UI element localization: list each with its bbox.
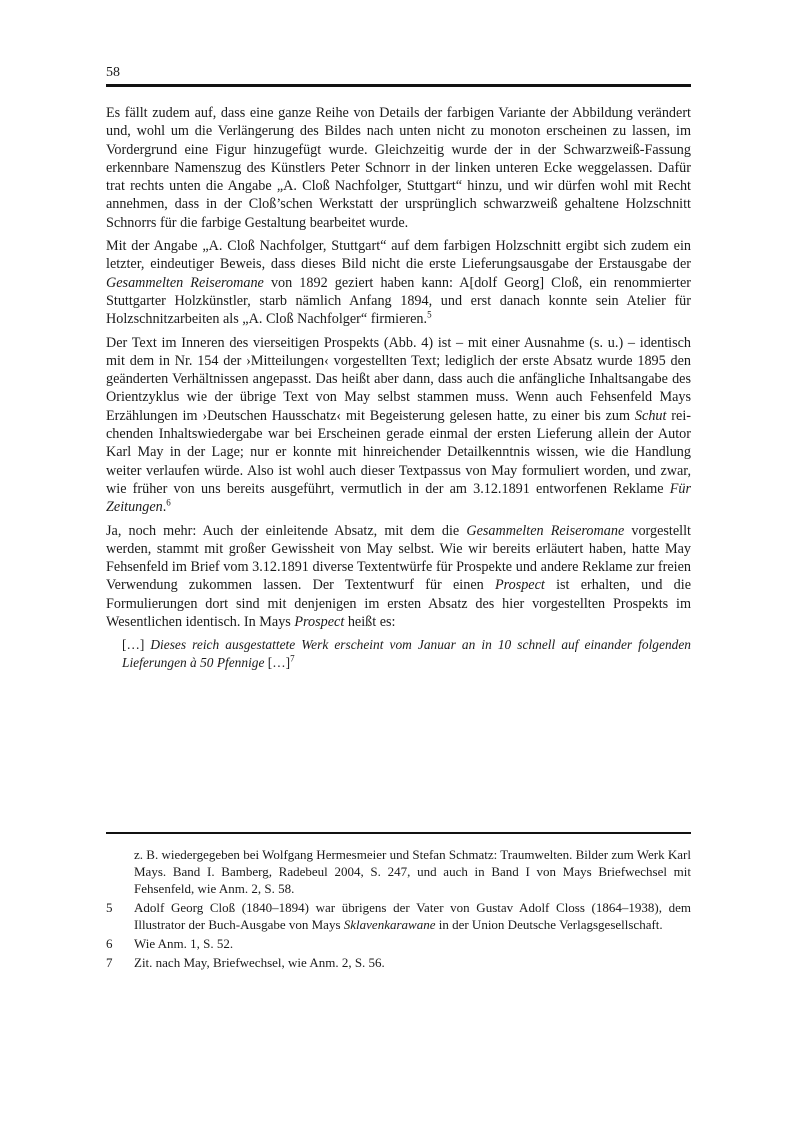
footnote-7-number: 7 [106, 955, 113, 970]
footnote-7-text: Zit. nach May, Briefwechsel, wie Anm. 2, S. 56. [134, 955, 385, 970]
footnote-6-number: 6 [106, 936, 113, 951]
paragraph-4 [106, 522, 691, 632]
title-prospect: Prospect [494, 577, 545, 594]
paragraph-4-text-g: heißt es: [344, 614, 396, 631]
paragraph-3-text-a: Der Text im Inneren des vierseitigen Prospekts (Abb. 4) ist – mit einer Ausnahme (s. u.) – identisch mit dem in Nr. 154 der ›Mitteilungen‹ vorgestellten Text; lediglich der erste Absatz wurde 1895 den geänderten Verhältnissen angepasst. Das heißt aber dann, dass auch die anfängliche Inhaltsangabe des Orientzyklus wie der übrige Text von May selbst stammen muss. Wenn auch Fehsenfeld Mays Erzählungen im ›Deutschen Hausschatz‹ mit Begeisterung gelesen hatte, zu einer bis zum [106, 334, 691, 424]
footnote-5-text-c: in der Union Deutsche Verlagsgesellschaft. [435, 917, 663, 932]
paragraph-1: Es fällt zudem auf, dass eine ganze Reihe von Details der farbigen Variante der Abbildung verändert und, wohl um die Verlängerung des Bildes nach unten nicht zu monoton erscheinen zu lassen, im Vordergrund eine Figur hinzugefügt wurde. Gleichzeitig wurde der in der Schwarzweiß-Fassung erkennbare Namenszug des Künstlers Peter Schnorr in der linken unteren Ecke weggelassen. Dafür trat rechts unten die Angabe „A. Cloß Nachfolger, Stuttgart“ hinzu, und wir dürfen wohl mit Recht annehmen, dass in der Cloß’schen Werkstatt der ursprünglich schwarzweiß gehaltene Holzschnitt Schnorrs für die farbige Gestaltung bearbeitet wurde. [106, 105, 691, 231]
paragraph-3-text-e: . [162, 499, 167, 516]
title-sklavenkarawane: Sklavenkarawane [343, 917, 436, 932]
paragraph-4-text-e: ist erhalten, und die Formulierungen dort sind mit denjenigen im ersten Absatz des hier vorgestellten Prospekts im Wesentlichen identisch. In Mays [106, 577, 691, 631]
footnote-continuation-text: z. B. wiedergegeben bei Wolfgang Hermesmeier und Stefan Schmatz: Traumwelten. Bilder zum Werk Karl Mays. Band I. Bamberg, Radebeul 2004, S. 247, und auch in Band I von Mays Briefwechsel mit Fehsenfeld, wie Anm. 2, S. 58. [134, 847, 691, 896]
paragraph-3 [106, 334, 691, 517]
page-number: 58 [106, 65, 120, 80]
paragraph-2 [106, 237, 691, 328]
footnote-7 [106, 954, 691, 971]
footnote-6 [106, 935, 691, 952]
title-fuer-zeitungen: Für Zeitungen [106, 480, 691, 516]
paragraph-3-text-c: reichenden Inhaltswiedergabe war bei Erscheinen gerade einmal der ersten Lieferung allein der Autor Karl May in der Lage; nur er konnte mit hinreichender Detailkenntnis wissen, wie die Handlung weiter verlaufen würde. Also ist wohl auch dieser Textpassus von May formuliert worden, und zwar, wie früher von uns bereits ausgeführt, vermutlich in der am 3.12.1891 entworfenen Reklame [106, 407, 691, 497]
footnotes [106, 846, 691, 973]
book-title-gesammelte-reiseromane: Gesammelten Reiseromane [106, 274, 264, 291]
title-prospect-2: Prospect [294, 614, 345, 631]
quote-text: Dieses reich ausgestattete Werk erscheint vom Januar an in 10 schnell auf einander folgenden Lieferungen à 50 Pfennige [122, 637, 691, 670]
body-text [106, 104, 691, 671]
footnote-ref-5[interactable]: 5 [427, 309, 432, 320]
footnote-ref-6[interactable]: 6 [166, 497, 171, 508]
block-quote [122, 636, 691, 670]
quote-ellipsis-close: […] [264, 654, 291, 670]
title-schut: Schut [634, 407, 667, 424]
footnote-rule [106, 832, 691, 834]
paragraph-4-text-c: vorgestellt werden, stammt mit großer Gewissheit von May selbst. Wie wir bereits erläutert haben, hatte May Fehsenfeld im Brief vom 3.12.1891 diverse Textentwürfe für Prospekte und andere Reklame zur freien Verwendung zukommen lassen. Der Textentwurf für einen [106, 522, 691, 594]
quote-ellipsis-open: […] [122, 637, 151, 653]
footnote-ref-7[interactable]: 7 [290, 653, 295, 664]
paragraph-2-text-c: von 1892 geziert haben kann: A[dolf Georg] Cloß, ein renommierter Stuttgarter Holzkünstler, starb nämlich Anfang 1894, und erst danach konnte sein Atelier für Holzschnitzarbeiten als „A. Cloß Nachfolger“ firmieren. [106, 274, 691, 328]
paragraph-4-text-a: Ja, noch mehr: Auch der einleitende Absatz, mit dem die [106, 522, 467, 539]
paragraph-2-text-a: Mit der Angabe „A. Cloß Nachfolger, Stuttgart“ auf dem farbigen Holzschnitt ergibt sich zudem ein letzter, eindeutiger Beweis, dass dieses Bild nicht die erste Lieferungsausgabe der Erstausgabe der [106, 238, 691, 273]
header-rule [106, 84, 691, 87]
footnote-continuation [106, 846, 691, 897]
title-gesammelte-reiseromane: Gesammelten Reiseromane [466, 522, 625, 539]
footnote-6-text: Wie Anm. 1, S. 52. [134, 936, 234, 951]
footnote-5-text-a: Adolf Georg Cloß (1840–1894) war übrigens der Vater von Gustav Adolf Closs (1864–1938), dem Illustrator der Buch-Ausgabe von Mays [134, 900, 691, 932]
footnote-5 [106, 899, 691, 933]
footnote-5-number: 5 [106, 900, 113, 915]
footnote-5-text [134, 899, 691, 933]
